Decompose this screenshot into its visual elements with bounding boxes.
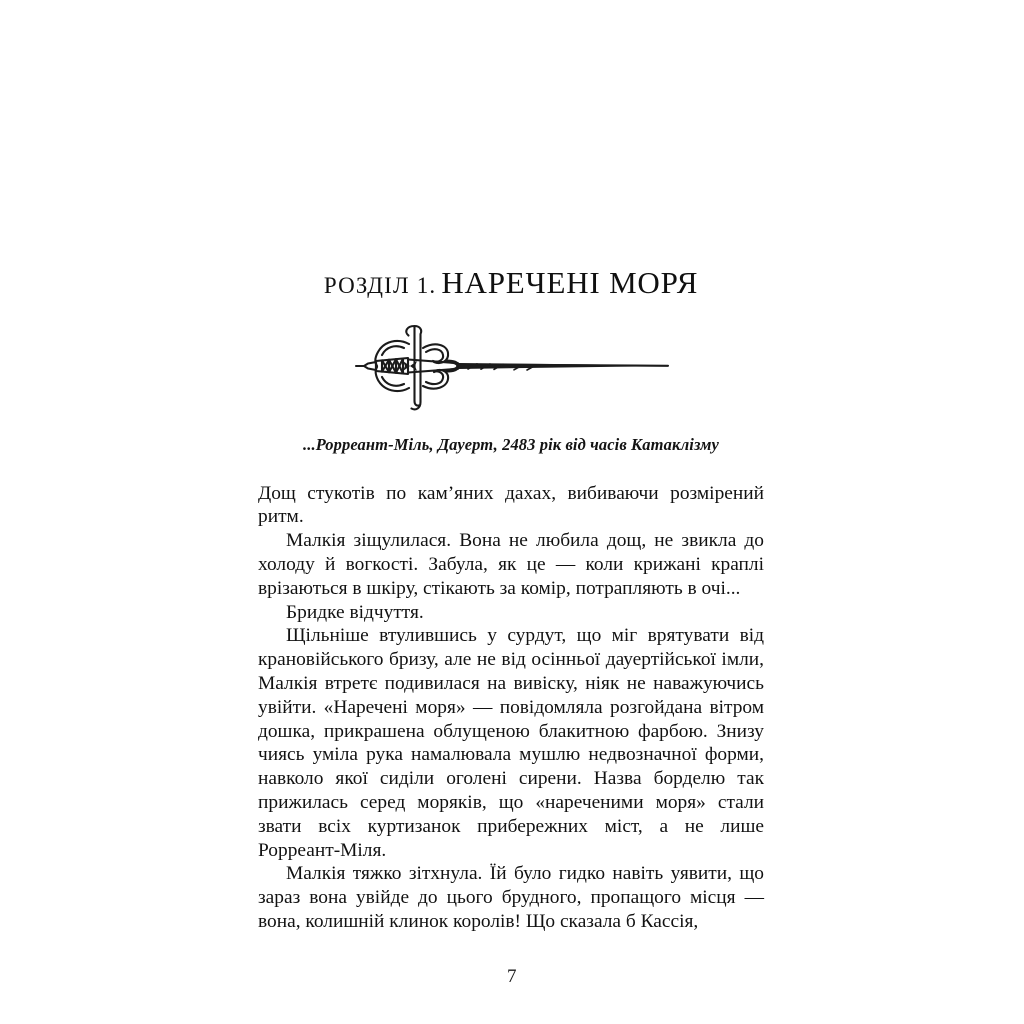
paragraph: Дощ стукотів по кам’яних дахах, вибиваючи розмірений ритм. (258, 482, 764, 528)
paragraph: Щільніше втулившись у сурдут, що міг врятувати від крановійського бризу, але не від осінньої дауертійської імли, Малкія втретє подивилася на вивіску, ніяк не наважуючись увійти. «Наречені моря» — повідомляла розгойдана вітром дошка, прикрашена облущеною блакитною фарбою. Знизу чиясь уміла рука намалювала мушлю недвозначної форми, навколо якої сиділи оголені сирени. Назва борделю так прижилась серед моряків, що «нареченими моря» стали звати всіх куртизанок прибережних міст, а не лише Рорреант-Міля. (258, 625, 764, 861)
paragraph: Малкія зіщулилася. Вона не любила дощ, не звикла до холоду й вогкості. Забула, як це — коли крижані краплі врізаються в шкіру, стікають за комір, потрапляють в очі... (258, 530, 764, 599)
chapter-ornament (258, 300, 764, 419)
chapter-number-label: РОЗДІЛ 1. (323, 273, 437, 298)
rapier-sword-icon (346, 314, 676, 419)
chapter-name-label: НАРЕЧЕНІ МОРЯ (441, 265, 699, 300)
chapter-epigraph: ...Рорреант-Міль, Дауерт, 2483 рік від часів Катаклізму (303, 434, 719, 454)
body-text (258, 455, 764, 934)
paragraph: Бридке відчуття. (286, 601, 424, 623)
paragraph: Малкія тяжко зітхнула. Їй було гидко навіть уявити, що зараз вона увійде до цього брудного, пропащого місця — вона, колишній клинок королів! Що сказала б Кассія, (258, 863, 764, 932)
page-content-column (258, 0, 764, 934)
chapter-title (258, 0, 764, 300)
page-number: 7 (507, 966, 517, 987)
